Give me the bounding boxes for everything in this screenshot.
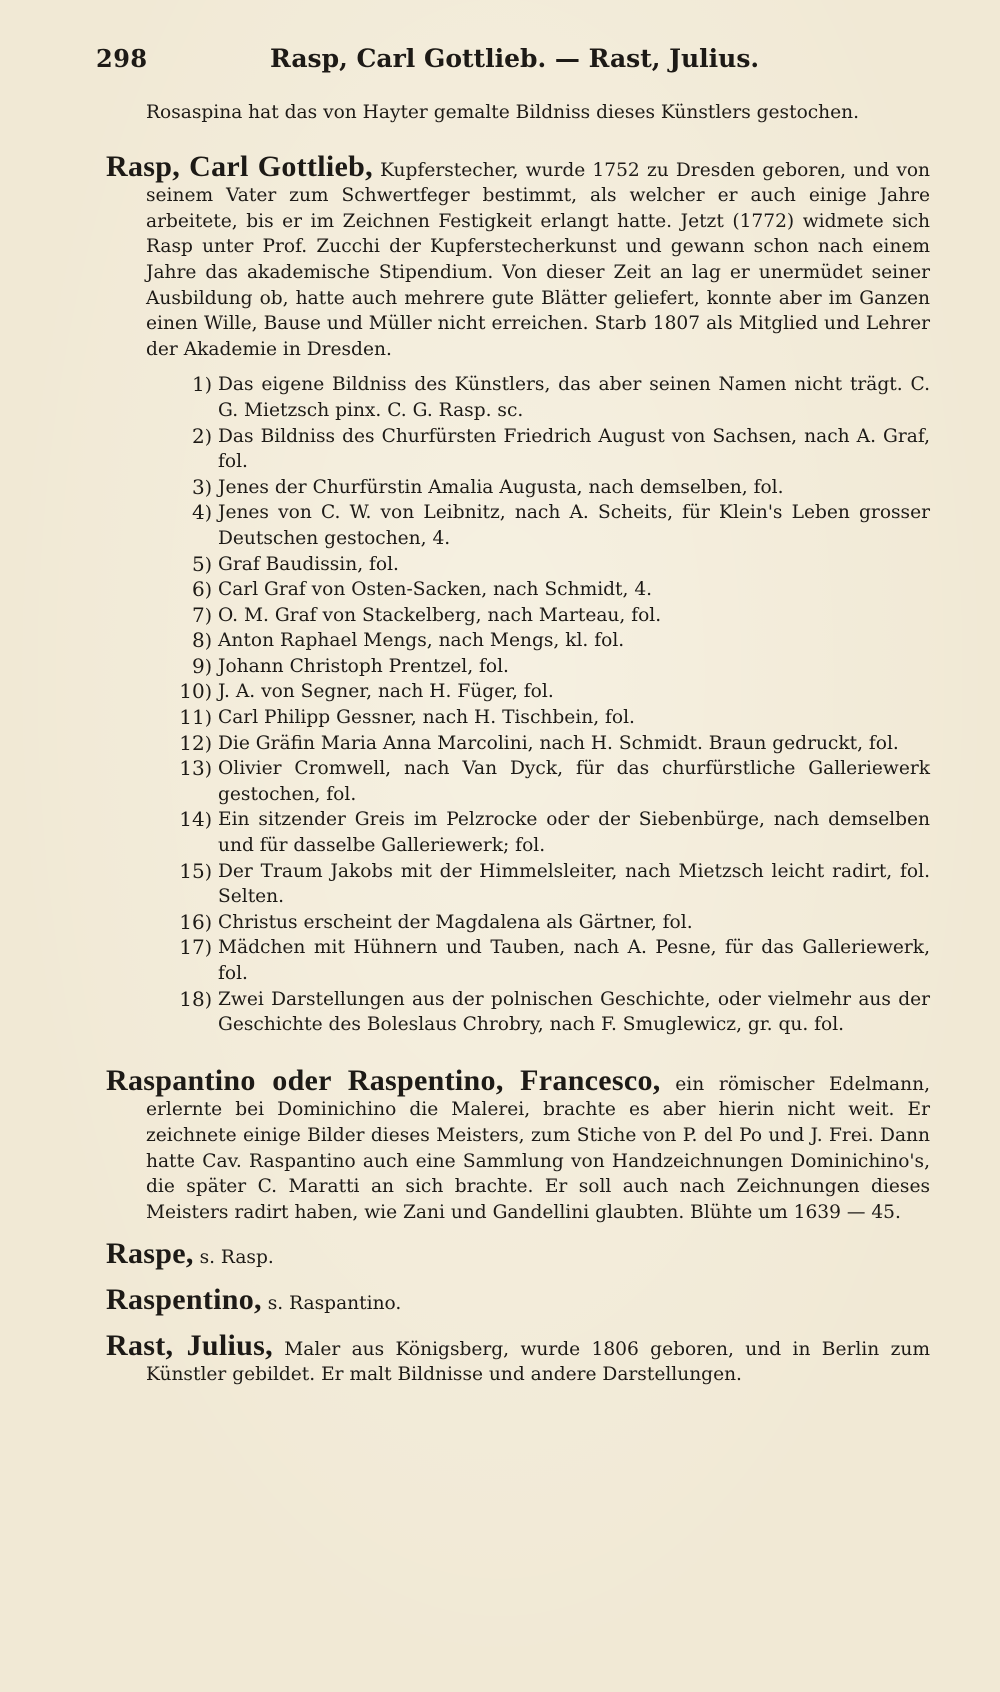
entry-headword: Raspantino oder Raspentino, Francesco,: [106, 1063, 661, 1097]
list-item: 11) Carl Philipp Gessner, nach H. Tischbein, fol.: [179, 705, 635, 730]
entry-headword: Raspe,: [106, 1237, 194, 1271]
list-item: 14) Ein sitzender Greis im Pelzrocke oder der Siebenbürge, nach demselben und für dasselbe Galleriewerk; fol.: [179, 807, 930, 857]
entry-raspantino: [106, 1063, 930, 1226]
list-item: 16) Christus erscheint der Magdalena als Gärtner, fol.: [179, 909, 693, 934]
page-number: 298: [96, 44, 148, 73]
entry-headword: Rast, Julius,: [106, 1328, 273, 1362]
list-item: 1) Das eigene Bildniss des Künstlers, das aber seinen Namen nicht trägt. C. G. Mietzsch pinx. C. G. Rasp. sc.: [192, 372, 930, 421]
entry-text: ein römischer Edelmann, erlernte bei Dominichino die Malerei, brachte es aber hierin nicht weit. Er zeichnete einige Bilder dieses Meisters, zum Stiche von P. del Po und J. Frei. Dann hatte Cav. Raspantino auch eine Sammlung von Handzeichnungen Dominichino's, die später C. Maratti an sich brachte. Er soll auch nach Zeichnungen dieses Meisters radirt haben, wie Zani und Gandellini glaubten. Blühte um 1639 — 45.: [146, 1073, 930, 1223]
list-item: 6) Carl Graf von Osten-Sacken, nach Schmidt, 4.: [192, 577, 653, 602]
list-item: 3) Jenes der Churfürstin Amalia Augusta, nach demselben, fol.: [192, 474, 784, 499]
works-list: [146, 372, 930, 1037]
list-item: 9) Johann Christoph Prentzel, fol.: [192, 653, 509, 678]
list-item: 4) Jenes von C. W. von Leibnitz, nach A. Scheits, für Klein's Leben grosser Deutschen gestochen, 4.: [192, 500, 930, 549]
list-item: 15) Der Traum Jakobs mit der Himmelsleiter, nach Mietzsch leicht radirt, fol. Selten.: [179, 858, 930, 908]
list-item: 13) Olivier Cromwell, nach Van Dyck, für das churfürstliche Galleriewerk gestochen, fol.: [179, 756, 930, 805]
entry-headword: Rasp, Carl Gottlieb,: [106, 149, 373, 183]
entry-rasp: [106, 149, 930, 363]
list-item: 12) Die Gräfin Maria Anna Marcolini, nach H. Schmidt. Braun gedruckt, fol.: [179, 730, 899, 755]
list-item: 10) J. A. von Segner, nach H. Füger, fol.: [179, 679, 554, 704]
entry-text: s. Rasp.: [199, 1247, 274, 1269]
list-item: 18) Zwei Darstellungen aus der polnischen Geschichte, oder vielmehr aus der Geschichte des Boleslaus Chrobry, nach F. Smuglewicz, gr. qu. fol.: [179, 986, 930, 1036]
page-content: [106, 100, 930, 1398]
entry-headword: Raspentino,: [106, 1282, 262, 1316]
list-item: 17) Mädchen mit Hühnern und Tauben, nach A. Pesne, für das Galleriewerk, fol.: [179, 935, 930, 984]
running-head: Rasp, Carl Gottlieb. — Rast, Julius.: [270, 44, 760, 73]
page-header: [96, 44, 926, 84]
entry-text: Maler aus Königsberg, wurde 1806 geboren, und in Berlin zum Künstler gebildet. Er malt Bildnisse und andere Darstellungen.: [146, 1338, 930, 1386]
entry-text: s. Raspantino.: [267, 1292, 402, 1314]
list-item: 8) Anton Raphael Mengs, nach Mengs, kl. fol.: [192, 628, 625, 653]
list-item: 2) Das Bildniss des Churfürsten Friedrich August von Sachsen, nach A. Graf, fol.: [192, 423, 930, 473]
entry-raspe: [106, 1237, 930, 1271]
list-item: 7) O. M. Graf von Stackelberg, nach Marteau, fol.: [192, 602, 662, 627]
intro-paragraph: Rosaspina hat das von Hayter gemalte Bildniss dieses Künstlers gestochen.: [146, 102, 860, 123]
entry-raspentino: [106, 1282, 930, 1317]
entry-text: Kupferstecher, wurde 1752 zu Dresden geboren, und von seinem Vater zum Schwertfeger bestimmt, als welcher er auch einige Jahre arbeitete, bis er im Zeichnen Festigkeit erlangt hatte. Jetzt (1772) widmete sich Rasp unter Prof. Zucchi der Kupferstecherkunst und gewann schon nach einem Jahre das akademische Stipendium. Von dieser Zeit an lag er unermüdet seiner Ausbildung ob, hatte auch mehrere gute Blätter geliefert, konnte aber im Ganzen einen Wille, Bause und Müller nicht erreichen. Starb 1807 als Mitglied und Lehrer der Akademie in Dresden.: [146, 159, 930, 360]
entry-rast: [106, 1328, 930, 1388]
list-item: 5) Graf Baudissin, fol.: [192, 551, 399, 576]
